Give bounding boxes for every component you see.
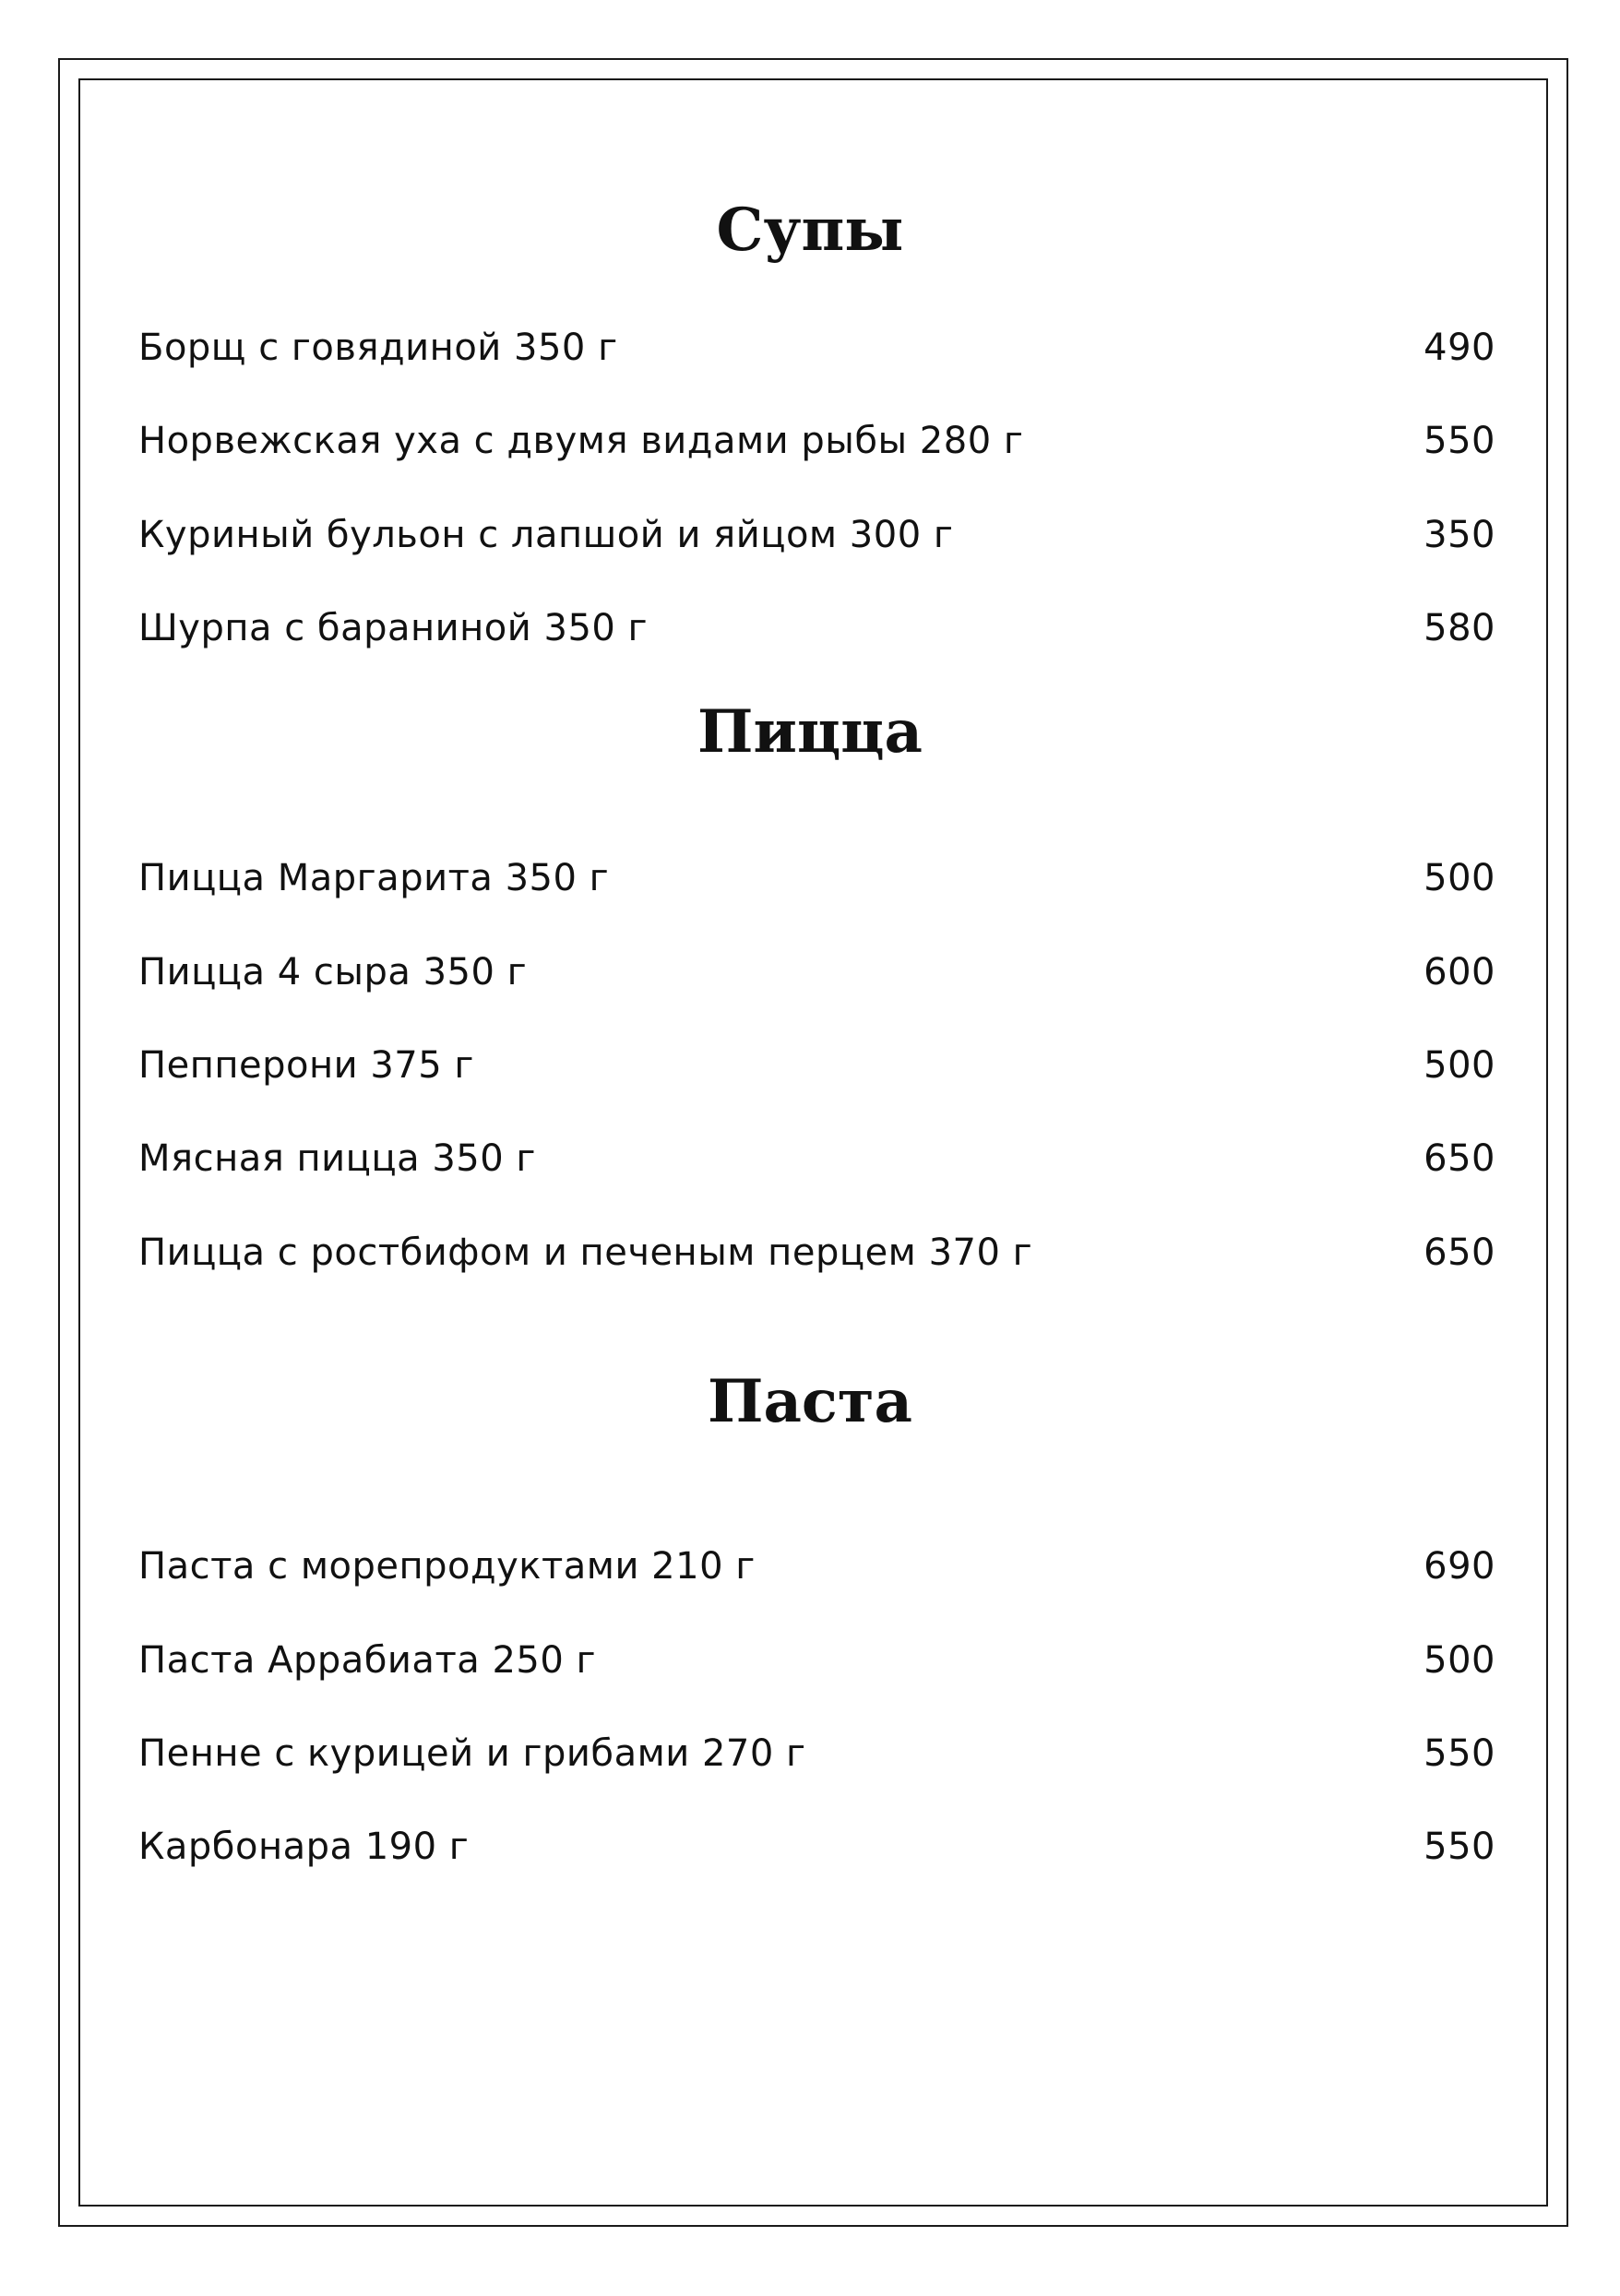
menu-item	[138, 1824, 1495, 1870]
menu-item-price: 350	[1423, 514, 1495, 556]
menu-item-price: 550	[1423, 1732, 1495, 1775]
menu-item	[138, 418, 1495, 464]
menu-item-price: 580	[1423, 607, 1495, 649]
menu-item-price: 490	[1423, 327, 1495, 369]
menu-item-price: 650	[1423, 1231, 1495, 1274]
section-title-pasta: Паста	[708, 1367, 912, 1436]
menu-item-name: Мясная пицца 350 г	[138, 1137, 536, 1180]
menu-item	[138, 855, 1495, 901]
menu-item-name: Паста с морепродуктами 210 г	[138, 1545, 756, 1588]
menu-item-price: 600	[1423, 951, 1495, 993]
menu-item	[138, 325, 1495, 371]
menu-item	[138, 1731, 1495, 1777]
menu-item-name: Паста Аррабиата 250 г	[138, 1639, 597, 1682]
menu-item-name: Пицца Маргарита 350 г	[138, 857, 610, 899]
menu-item-name: Шурпа с бараниной 350 г	[138, 607, 649, 649]
menu-item-price: 690	[1423, 1545, 1495, 1588]
menu-item-name: Куриный бульон с лапшой и яйцом 300 г	[138, 514, 954, 556]
menu-item-price: 500	[1423, 1044, 1495, 1087]
menu-item-name: Пенне с курицей и грибами 270 г	[138, 1732, 806, 1775]
menu-item	[138, 949, 1495, 995]
menu-item-price: 500	[1423, 1639, 1495, 1682]
menu-item-price: 550	[1423, 1826, 1495, 1868]
menu-item-price: 500	[1423, 857, 1495, 899]
menu-item-name: Карбонара 190 г	[138, 1826, 470, 1868]
menu-item	[138, 605, 1495, 651]
menu-item-price: 550	[1423, 420, 1495, 462]
menu-item	[138, 1042, 1495, 1089]
menu-item-name: Норвежская уха с двумя видами рыбы 280 г	[138, 420, 1024, 462]
menu-item-price: 650	[1423, 1137, 1495, 1180]
menu-item	[138, 1136, 1495, 1182]
menu-item-name: Пицца с ростбифом и печеным перцем 370 г	[138, 1231, 1033, 1274]
menu-item-name: Борщ с говядиной 350 г	[138, 327, 618, 369]
menu-item-name: Пепперони 375 г	[138, 1044, 474, 1087]
section-title-soups: Супы	[716, 196, 904, 265]
menu-item	[138, 1230, 1495, 1276]
menu-item	[138, 512, 1495, 558]
menu-item-name: Пицца 4 сыра 350 г	[138, 951, 528, 993]
section-title-pizza: Пицца	[697, 697, 923, 767]
menu-item	[138, 1637, 1495, 1683]
menu-item	[138, 1543, 1495, 1589]
